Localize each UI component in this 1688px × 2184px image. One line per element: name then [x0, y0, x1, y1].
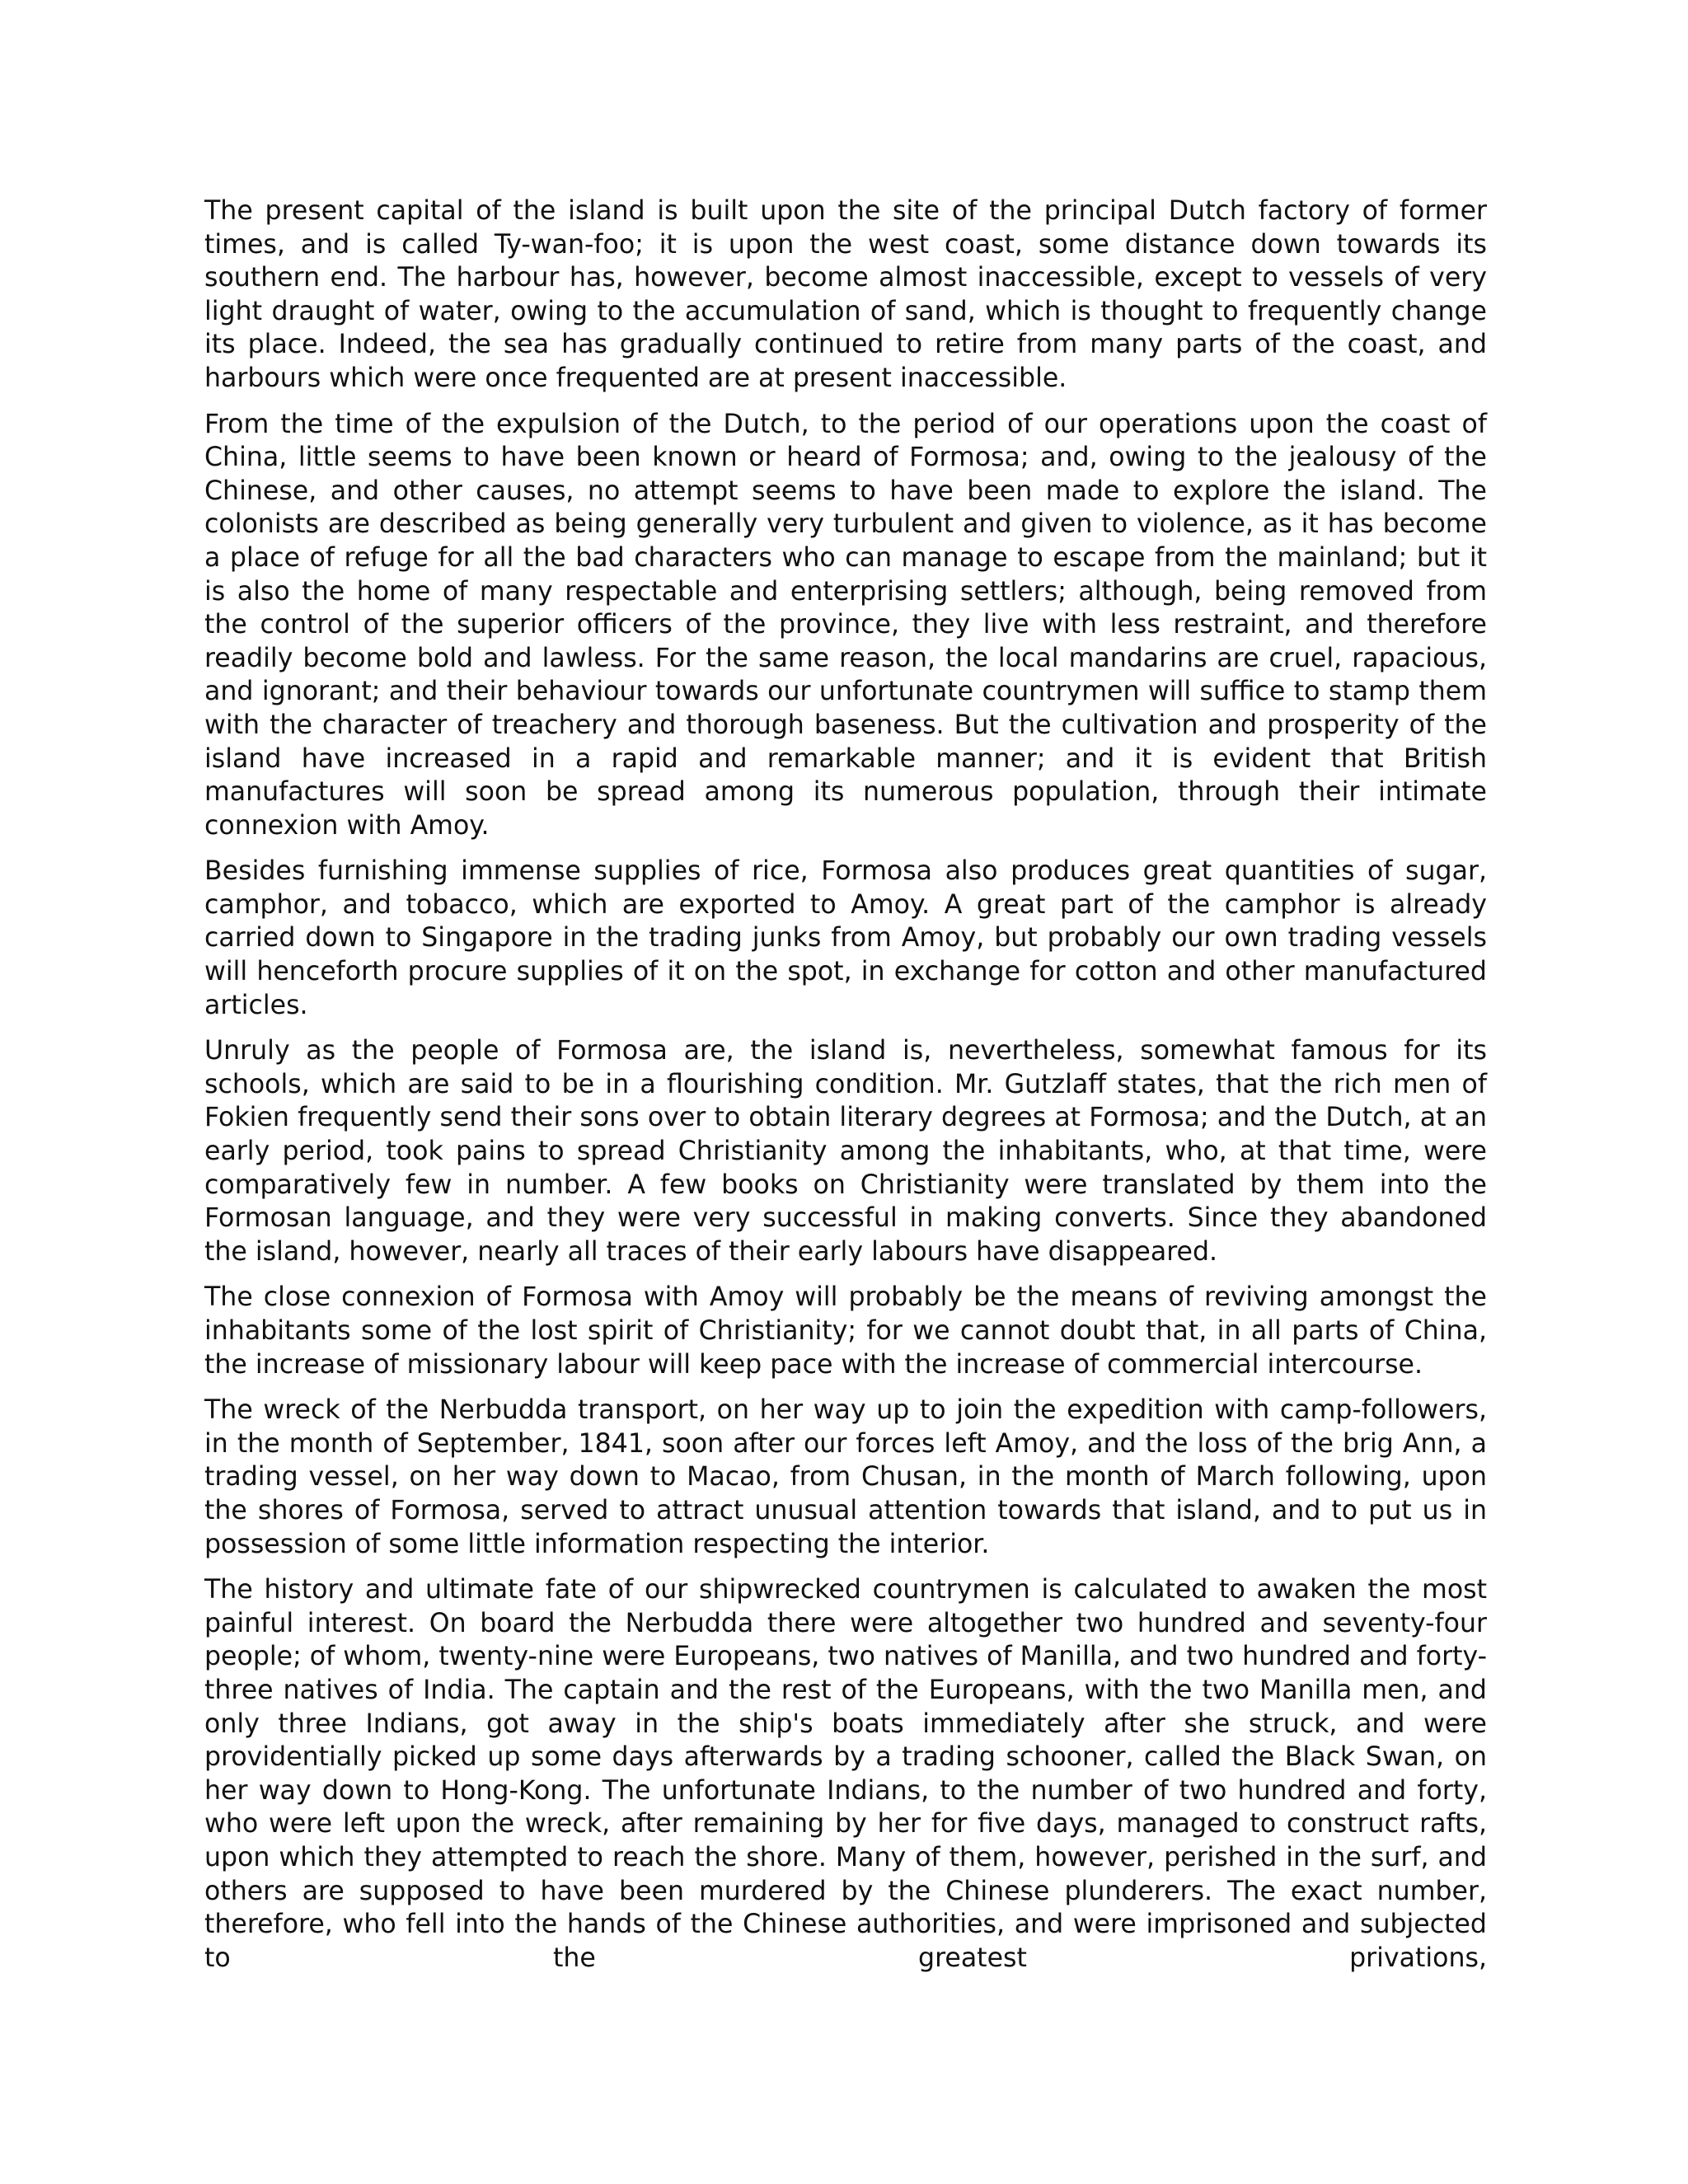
paragraph-nerbudda-wreck: The wreck of the Nerbudda transport, on her way up to join the expedition with camp-followers, in the month of September, 1841, soon after our forces left Amoy, and the loss of the brig Ann, a trading vessel, on her way down to Macao, from Chusan, in the month of March following, upon the shores of Formosa, served to attract unusual attention towards that island, and to put us in possession of some little information respecting the interior.: [204, 1395, 1487, 1559]
paragraph-schools-christianity: Unruly as the people of Formosa are, the island is, nevertheless, somewhat famous for its schools, which are said to be in a flourishing condition. Mr. Gutzlaff states, that the rich men of Fokien frequently send their sons over to obtain literary degrees at Formosa; and the Dutch, at an early period, took pains to spread Christianity among the inhabitants, who, at that time, were comparatively few in number. A few books on Christianity were translated by them into the Formosan language, and they were very successful in making converts. Since they abandoned the island, however, nearly all traces of their early labours have disappeared.: [204, 1036, 1487, 1267]
paragraph-shipwrecked-countrymen: The history and ultimate fate of our shipwrecked countrymen is calculated to awaken the most painful interest. On board the Nerbudda there were altogether two hundred and seventy-four people; of whom, twenty-nine were Europeans, two natives of Manilla, and two hundred and forty-three natives of India. The captain and the rest of the Europeans, with the two Manilla men, and only three Indians, got away in the ship's boats immediately after she struck, and were providentially picked up some days afterwards by a trading schooner, called the Black Swan, on her way down to Hong-Kong. The unfortunate Indians, to the number of two hundred and forty, who were left upon the wreck, after remaining by her for five days, managed to construct rafts, upon which they attempted to reach the shore. Many of them, however, perished in the surf, and others are supposed to have been murdered by the Chinese plunderers. The exact number, therefore, who fell into the hands of the Chinese authorities, and were imprisoned and subjected to the greatest privations,: [204, 1575, 1487, 1973]
page-text: [204, 194, 1487, 1975]
paragraph-connexion-amoy: The close connexion of Formosa with Amoy will probably be the means of reviving amongst the inhabitants some of the lost spirit of Christianity; for we cannot doubt that, in all parts of China, the increase of missionary labour will keep pace with the increase of commercial intercourse.: [204, 1282, 1487, 1380]
paragraph-expulsion-of-dutch: From the time of the expulsion of the Dutch, to the period of our operations upon the coast of China, little seems to have been known or heard of Formosa; and, owing to the jealousy of the Chinese, and other causes, no attempt seems to have been made to explore the island. The colonists are described as being generally very turbulent and given to violence, as it has become a place of refuge for all the bad characters who can manage to escape from the mainland; but it is also the home of many respectable and enterprising settlers; although, being removed from the control of the superior officers of the province, they live with less restraint, and therefore readily become bold and lawless. For the same reason, the local mandarins are cruel, rapacious, and ignorant; and their behaviour towards our unfortunate countrymen will suffice to stamp them with the character of treachery and thorough baseness. But the cultivation and prosperity of the island have increased in a rapid and remarkable manner; and it is evident that British manufactures will soon be spread among its numerous population, through their intimate connexion with Amoy.: [204, 409, 1487, 841]
paragraph-rice-camphor-trade: Besides furnishing immense supplies of rice, Formosa also produces great quantities of sugar, camphor, and tobacco, which are exported to Amoy. A great part of the camphor is already carried down to Singapore in the trading junks from Amoy, but probably our own trading vessels will henceforth procure supplies of it on the spot, in exchange for cotton and other manufactured articles.: [204, 856, 1487, 1020]
paragraph-capital-ty-wan-foo: The present capital of the island is built upon the site of the principal Dutch factory of former times, and is called Ty-wan-foo; it is upon the west coast, some distance down towards its southern end. The harbour has, however, become almost inaccessible, except to vessels of very light draught of water, owing to the accumulation of sand, which is thought to frequently change its place. Indeed, the sea has gradually continued to retire from many parts of the coast, and harbours which were once frequented are at present inaccessible.: [204, 196, 1487, 393]
